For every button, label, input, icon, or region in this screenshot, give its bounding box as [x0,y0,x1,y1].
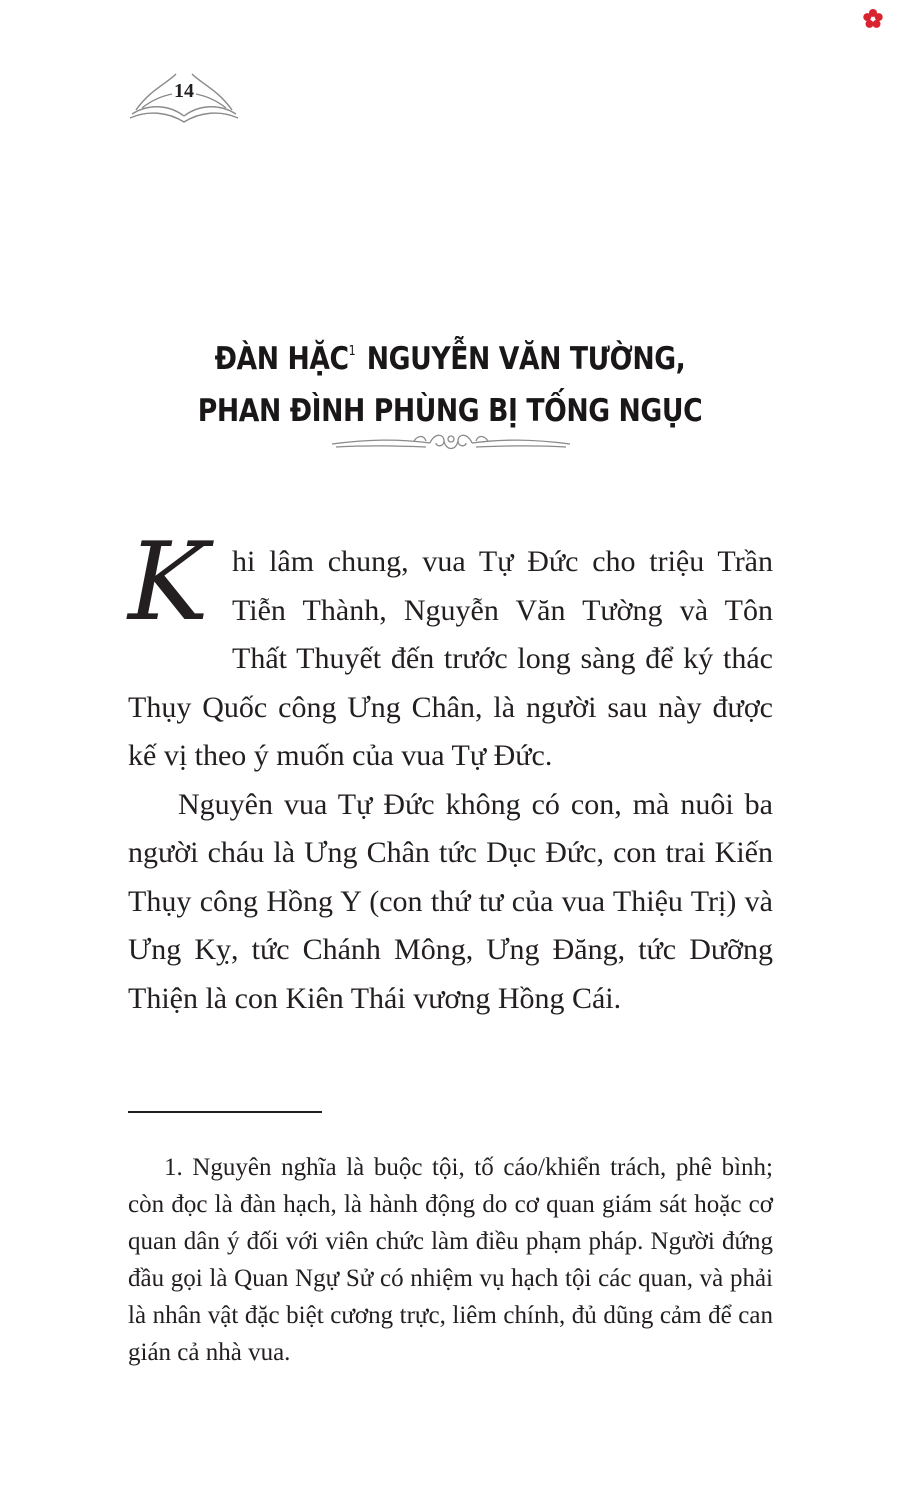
body-text [128,520,773,1023]
chapter-title-line-1 [149,326,751,385]
page-number-block [128,70,240,124]
paragraph-1-text: hi lâm chung, vua Tự Đức cho triệu Trần Tiễn Thành, Nguyễn Văn Tường và Tôn Thất Thuyết đến trước long sàng để ký thác Thụy Quốc công Ưng Chân, là người sau này được kế vị theo ý muốn của vua Tự Đức. [128,545,773,772]
drop-cap: K [128,520,209,645]
page-number: 14 [174,80,194,102]
footnote-divider [128,1111,322,1113]
chapter-title-part-2: NGUYỄN VĂN TƯỜNG, [357,341,686,377]
footnote-marker: 1 [348,344,356,359]
chapter-title [149,326,751,437]
paragraph-2: Nguyên vua Tự Đức không có con, mà nuôi ba người cháu là Ưng Chân tức Dục Đức, con trai Kiến Thụy công Hồng Y (con thứ tư của vua Thiệu Trị) và Ưng Kỵ, tức Chánh Mông, Ưng Đăng, tức Dưỡng Thiện là con Kiên Thái vương Hồng Cái. [128,787,773,1015]
chapter-title-part-1: ĐÀN HẶC [214,341,349,377]
chapter-title-line-2: PHAN ĐÌNH PHÙNG BỊ TỐNG NGỤC [197,393,703,429]
paragraph-1 [128,520,773,781]
flourish-divider-icon [330,425,572,461]
footnote: 1. Nguyên nghĩa là buộc tội, tố cáo/khiển trách, phê bình; còn đọc là đàn hạch, là hành động do cơ quan giám sát hoặc cơ quan dân ý đối với viên chức làm điều phạm pháp. Người đứng đầu gọi là Quan Ngự Sử có nhiệm vụ hạch tội các quan, và phải là nhân vật đặc biệt cương trực, liêm chính, đủ dũng cảm để can gián cả nhà vua. [128,1154,773,1366]
red-flower-icon [862,8,884,30]
